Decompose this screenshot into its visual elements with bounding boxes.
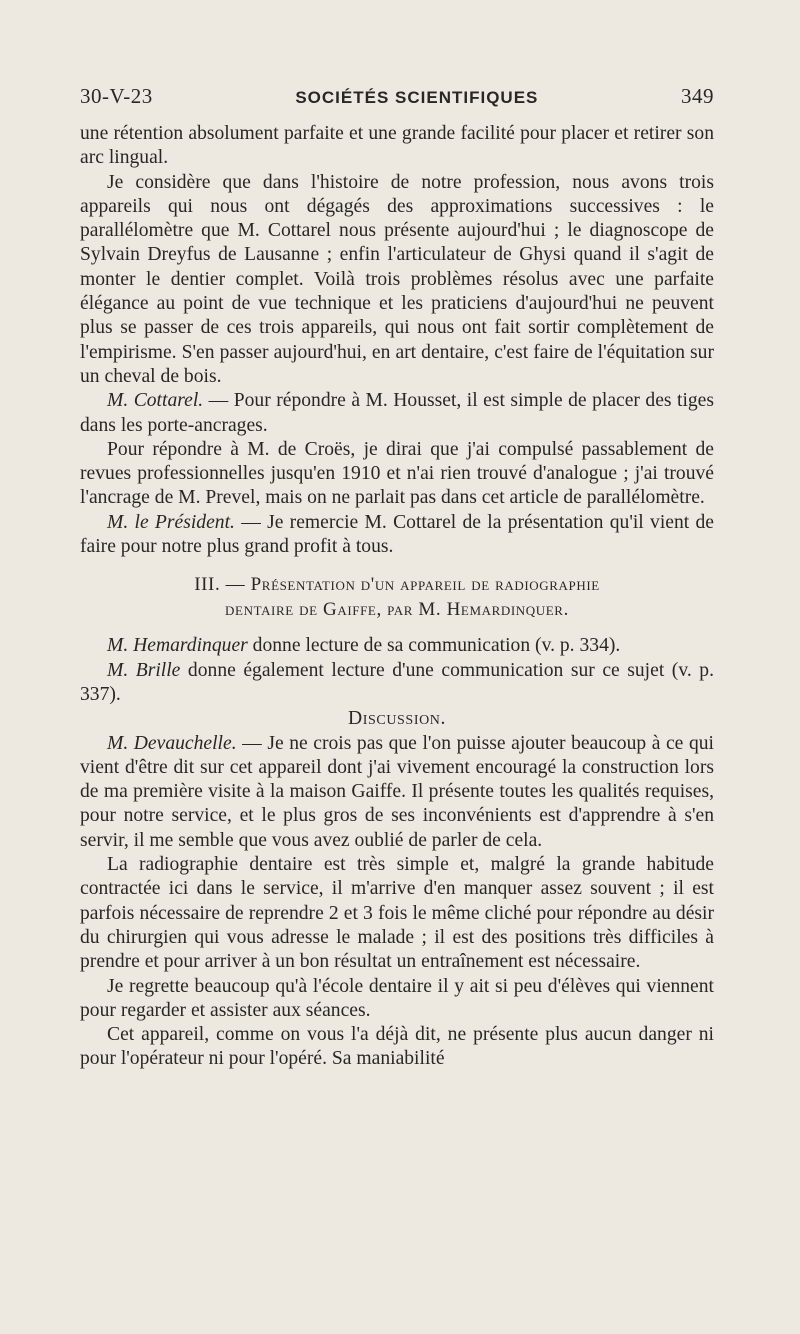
running-head (80, 84, 714, 120)
paragraph (80, 634, 714, 658)
paragraph-text: Cet appareil, comme on vous l'a déjà dit, ne présente plus aucun danger ni pour l'opérateur ni pour l'opéré. Sa maniabilité (80, 1024, 714, 1070)
paragraph-text: La radiographie dentaire est très simple et, malgré la grande habitude contractée ici dans le service, il m'arrive d'en manquer assez souvent ; il est parfois nécessaire de reprendre 2 et 3 fois le même cliché pour répondre au désir du chirurgien qui vous adresse le malade ; il est des positions très difficiles à prendre et pour arriver à un bon résultat un entraînement est nécessaire. (80, 854, 714, 973)
section-heading-line-1 (80, 573, 714, 598)
speaker-name: M. le Président. (107, 511, 235, 533)
body-text (80, 122, 714, 1072)
paragraph-text: une rétention absolument parfaite et une grande facilité pour placer et retirer son arc lingual. (80, 123, 714, 169)
paragraph-text: — Je remercie M. Cottarel de la présentation qu'il vient de faire pour notre plus grand profit à tous. (80, 511, 714, 558)
section-heading (80, 573, 714, 622)
paragraph-text: donne également lecture d'une communication sur ce sujet (v. p. 337). (80, 659, 714, 705)
paragraph (80, 659, 714, 708)
paragraph (80, 1023, 714, 1072)
paragraph-text: donne lecture de sa communication (v. p. 334). (247, 635, 621, 657)
paragraph-text: Je regrette beaucoup qu'à l'école dentaire il y ait si peu d'élèves qui viennent pour regarder et assister aux séances. (80, 975, 714, 1021)
paragraph (80, 732, 714, 853)
paragraph (80, 853, 714, 974)
section-heading-line-2 (80, 598, 714, 623)
page-number: 349 (681, 84, 714, 108)
paragraph-text: Pour répondre à M. de Croës, je dirai que j'ai compulsé passablement de revues professionnelles jusqu'en 1910 et n'ai rien trouvé d'analogue ; j'ai trouvé l'ancrage de M. Prevel, mais on ne parlait pas dans cet article de parallélomètre. (80, 438, 714, 509)
discussion-heading: Discussion. (348, 708, 446, 730)
paragraph (80, 389, 714, 438)
header-title: SOCIÉTÉS SCIENTIFIQUES (295, 88, 539, 107)
section-title-part-2: dentaire de Gaiffe, par M. Hemardinquer. (225, 598, 569, 620)
paragraph (80, 122, 714, 171)
paragraph-text: — Je ne crois pas que l'on puisse ajouter beaucoup à ce qui vient d'être dit sur cet appareil dont j'ai vivement encouragé la construction lors de ma première visite à la maison Gaiffe. Il présente toutes les qualités requises, pour notre service, et le plus gros de ses inconvénients est d'apprendre à s'en servir, il me semble que vous avez oublié de parler de cela. (80, 732, 714, 851)
speaker-name: M. Hemardinquer (107, 635, 248, 657)
paragraph (80, 975, 714, 1024)
paragraph-text: Je considère que dans l'histoire de notre profession, nous avons trois appareils qui nous ont dégagés des approximations successives : le parallélomètre que M. Cottarel nous présente aujourd'hui ; le diagnoscope de Sylvain Dreyfus de Lausanne ; enfin l'articulateur de Ghysi quand il s'agit de monter le dentier complet. Voilà trois problèmes résolus avec une parfaite élégance au point de vue technique et les praticiens d'aujourd'hui ne peuvent plus se passer de ces trois appareils, qui nous ont fait sortir complètement de l'empirisme. S'en passer aujourd'hui, en art dentaire, c'est faire de l'équitation sur un cheval de bois. (80, 171, 714, 387)
paragraph (80, 438, 714, 511)
paragraph (80, 511, 714, 560)
paragraph-text: — Pour répondre à M. Housset, il est simple de placer des tiges dans les porte-ancrages. (80, 390, 715, 436)
paragraph (80, 171, 714, 390)
speaker-name: M. Cottarel. (107, 390, 204, 412)
section-number: III. — (194, 574, 251, 596)
section-title-part-1: Présentation d'un appareil de radiographie (250, 574, 600, 596)
speaker-name: M. Brille (107, 659, 181, 681)
speaker-name: M. Devauchelle. (107, 732, 237, 754)
header-date: 30-V-23 (80, 84, 153, 108)
